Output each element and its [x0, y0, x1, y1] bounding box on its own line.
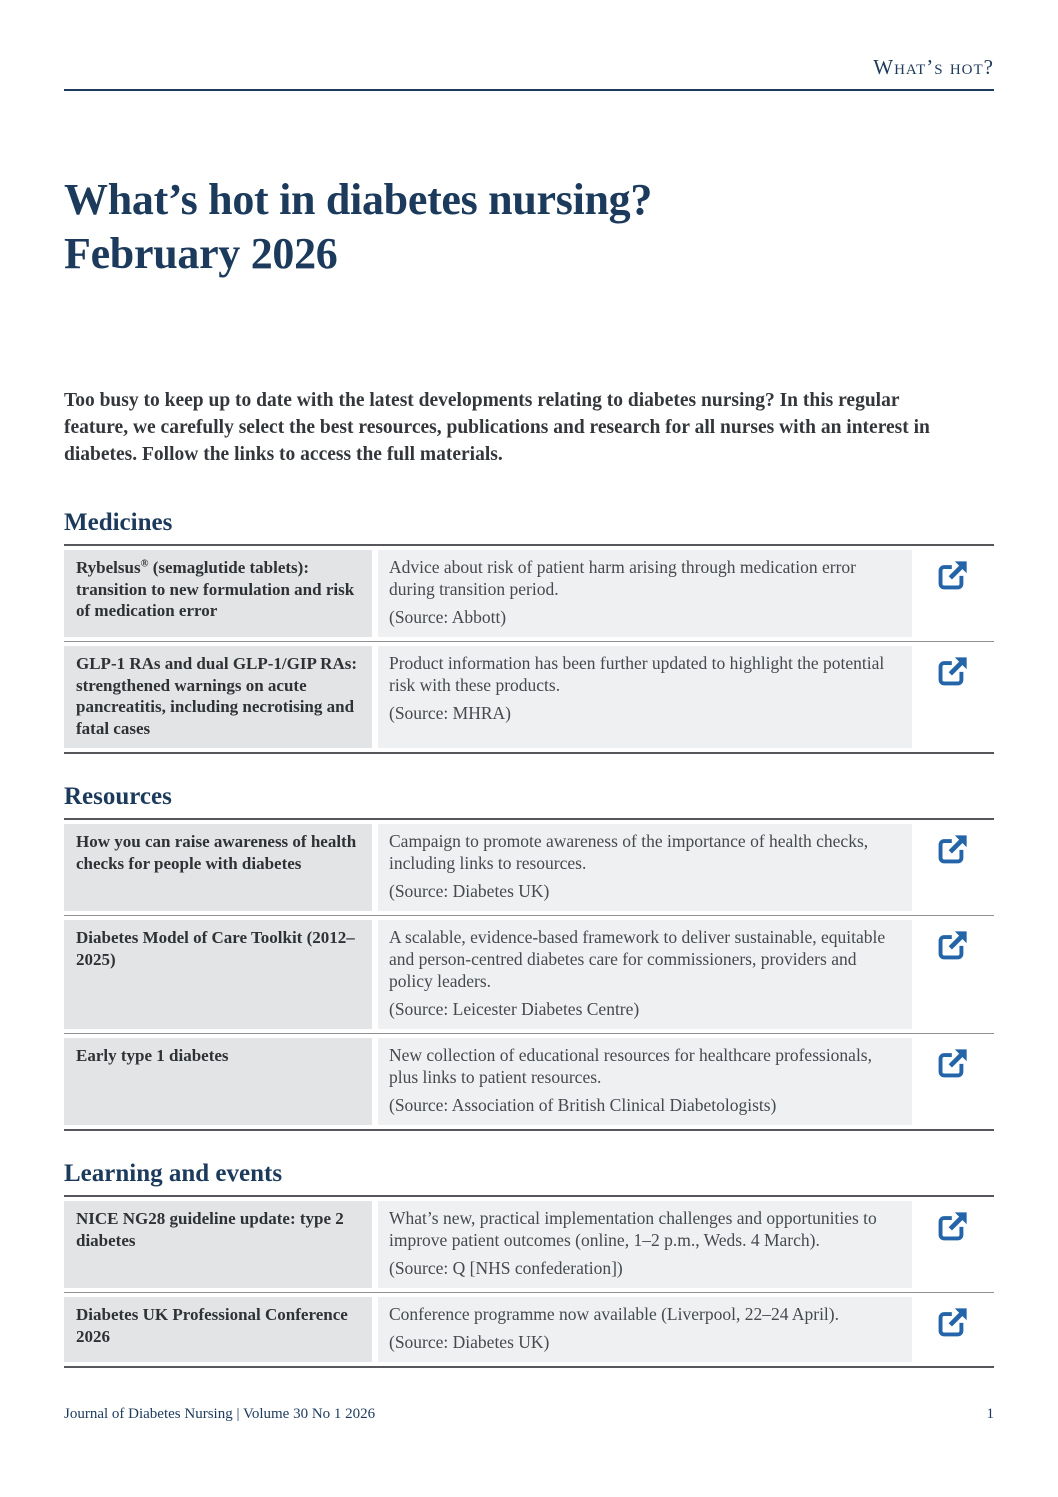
section-table [64, 1195, 994, 1368]
item-title: GLP-1 RAs and dual GLP-1/GIP RAs: strengthened warnings on acute pancreatitis, including necrotising and fatal cases [64, 646, 372, 748]
external-link-button[interactable] [912, 1201, 994, 1288]
page-title [64, 173, 994, 281]
section-resources [64, 782, 994, 1131]
item-source: (Source: Abbott) [389, 607, 507, 627]
item-source: (Source: Q [NHS confederation]) [389, 1258, 623, 1278]
external-link-icon [935, 1208, 971, 1244]
registered-mark: ® [140, 558, 149, 570]
item-description [378, 1201, 912, 1288]
footer-page-number: 1 [986, 1406, 994, 1422]
item-source: (Source: Leicester Diabetes Centre) [389, 999, 640, 1019]
table-row [64, 1292, 994, 1362]
table-row [64, 1201, 994, 1288]
external-link-button[interactable] [912, 646, 994, 748]
section-heading: Learning and events [64, 1160, 283, 1187]
item-description [378, 824, 912, 911]
item-description [378, 920, 912, 1029]
item-description-text: Product information has been further updated to highlight the potential risk with these products. [389, 653, 885, 695]
item-description [378, 1038, 912, 1125]
section-table [64, 544, 994, 754]
item-description [378, 646, 912, 748]
item-source: (Source: Diabetes UK) [389, 1332, 550, 1352]
table-row [64, 824, 994, 911]
external-link-button[interactable] [912, 1038, 994, 1125]
item-description [378, 550, 912, 637]
item-description-text: New collection of educational resources for healthcare professionals, plus links to patient resources. [389, 1045, 872, 1087]
item-description [378, 1297, 912, 1362]
sections-root [64, 508, 994, 1368]
external-link-icon [935, 653, 971, 689]
external-link-button[interactable] [912, 1297, 994, 1362]
item-source: (Source: Diabetes UK) [389, 881, 550, 901]
item-title: Diabetes UK Professional Conference 2026 [64, 1297, 372, 1362]
external-link-button[interactable] [912, 920, 994, 1029]
table-row [64, 550, 994, 637]
page-title-line-1: What’s hot in diabetes nursing? [64, 175, 653, 224]
item-description-text: Conference programme now available (Liverpool, 22–24 April). [389, 1304, 839, 1324]
section-table [64, 818, 994, 1131]
external-link-icon [935, 1304, 971, 1340]
table-row [64, 641, 994, 748]
external-link-button[interactable] [912, 824, 994, 911]
item-title: Diabetes Model of Care Toolkit (2012–2025) [64, 920, 372, 1029]
item-title: Early type 1 diabetes [64, 1038, 372, 1125]
item-description-text: Campaign to promote awareness of the importance of health checks, including links to resources. [389, 831, 869, 873]
item-title: How you can raise awareness of health checks for people with diabetes [64, 824, 372, 911]
external-link-icon [935, 557, 971, 593]
external-link-icon [935, 927, 971, 963]
section-learning-and-events [64, 1159, 994, 1368]
section-heading: Medicines [64, 509, 173, 536]
table-row [64, 915, 994, 1029]
running-head: What’s hot? [873, 55, 994, 79]
external-link-icon [935, 831, 971, 867]
section-medicines [64, 508, 994, 754]
item-description-text: Advice about risk of patient harm arising through medication error during transition period. [389, 557, 857, 599]
page-footer [64, 1405, 994, 1423]
external-link-button[interactable] [912, 550, 994, 637]
footer-journal-info: Journal of Diabetes Nursing | Volume 30 No 1 2026 [64, 1406, 376, 1422]
item-title: Rybelsus® (semaglutide tablets): transition to new formulation and risk of medication error [64, 550, 372, 637]
item-title: NICE NG28 guideline update: type 2 diabetes [64, 1201, 372, 1288]
intro-paragraph: Too busy to keep up to date with the latest developments relating to diabetes nursing? In this regular feature, we carefully select the best resources, publications and research for all nurses with an interest in diabetes. Follow the links to access the full materials. [64, 390, 930, 465]
external-link-icon [935, 1045, 971, 1081]
item-description-text: What’s new, practical implementation challenges and opportunities to improve patient outcomes (online, 1–2 p.m., Weds. 4 March). [389, 1208, 877, 1250]
header-rule [64, 89, 994, 91]
table-row [64, 1033, 994, 1125]
section-heading: Resources [64, 783, 172, 810]
item-source: (Source: Association of British Clinical Diabetologists) [389, 1095, 777, 1115]
item-description-text: A scalable, evidence-based framework to deliver sustainable, equitable and person-centred diabetes care for commissioners, providers and policy leaders. [389, 927, 886, 991]
item-source: (Source: MHRA) [389, 703, 511, 723]
page-title-line-2: February 2026 [64, 229, 338, 278]
